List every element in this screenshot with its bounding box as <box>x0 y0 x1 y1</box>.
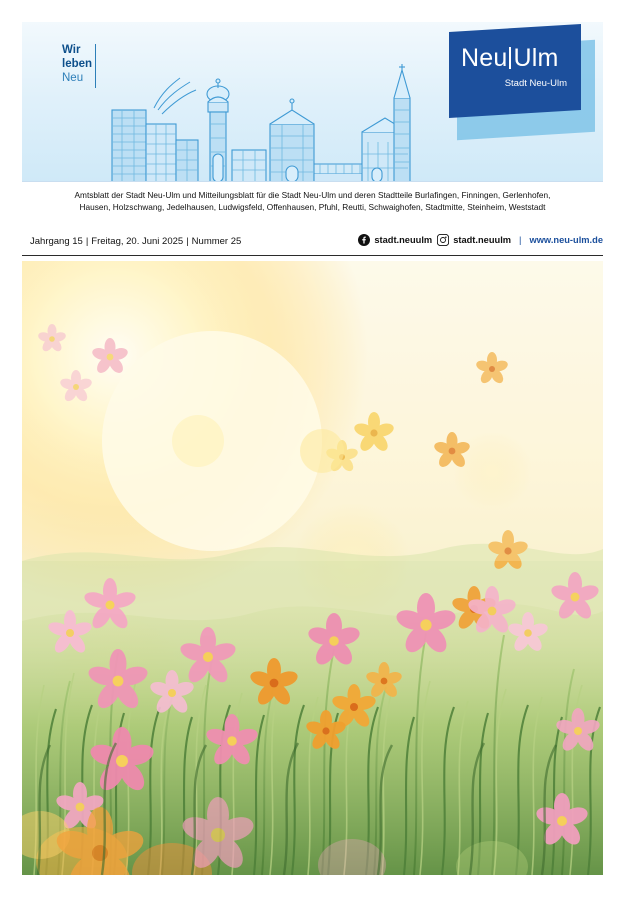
social-divider: | <box>519 235 522 245</box>
website-link[interactable]: www.neu-ulm.de <box>529 235 603 245</box>
claim-line-1: Wir <box>62 44 81 56</box>
logo-divider-bar <box>509 47 511 69</box>
claim-wir-leben-neu <box>62 43 114 85</box>
logo-wordmark <box>461 44 559 73</box>
masthead-subtitle-line-2: Hausen, Holzschwang, Jedelhausen, Ludwigsfeld, Offenhausen, Pfuhl, Reutti, Schwaighofen, Stadtmitte, Steinheim, Weststadt <box>79 202 546 213</box>
issue-date: Freitag, 20. Juni 2025 <box>91 236 184 247</box>
facebook-link[interactable] <box>358 234 432 246</box>
skyline-illustration <box>110 62 440 192</box>
facebook-icon <box>358 234 370 246</box>
masthead-subtitle-strip <box>22 181 603 224</box>
issue-info-bar <box>22 232 603 256</box>
city-logo <box>449 28 595 140</box>
logo-box <box>449 24 581 118</box>
header-rule <box>22 255 603 256</box>
issue-separator-2: | <box>186 236 189 247</box>
social-links <box>358 234 603 246</box>
claim-line-3: Neu <box>62 72 84 85</box>
logo-word-ulm: Ulm <box>513 44 559 72</box>
issue-separator-1: | <box>85 236 89 247</box>
masthead <box>22 22 603 224</box>
facebook-handle: stadt.neuulm <box>374 235 433 245</box>
masthead-subtitle-line-1: Amtsblatt der Stadt Neu-Ulm und Mitteilungsblatt für die Stadt Neu-Ulm und deren Stadtteile Burlafingen, Finningen, Gerlenhofen, <box>74 190 551 200</box>
instagram-icon <box>437 234 449 246</box>
instagram-link[interactable] <box>437 234 511 246</box>
logo-subtitle: Stadt Neu-Ulm <box>504 78 567 89</box>
issue-number: Nummer 25 <box>191 236 242 247</box>
issue-details <box>30 236 241 247</box>
hero-photo <box>22 261 603 875</box>
masthead-subtitle <box>22 189 603 213</box>
claim-line-2: leben <box>62 58 93 71</box>
logo-word-neu: Neu <box>461 44 508 72</box>
instagram-handle: stadt.neuulm <box>453 235 512 245</box>
claim-divider <box>95 44 96 88</box>
issue-volume: Jahrgang 15 <box>30 236 83 247</box>
